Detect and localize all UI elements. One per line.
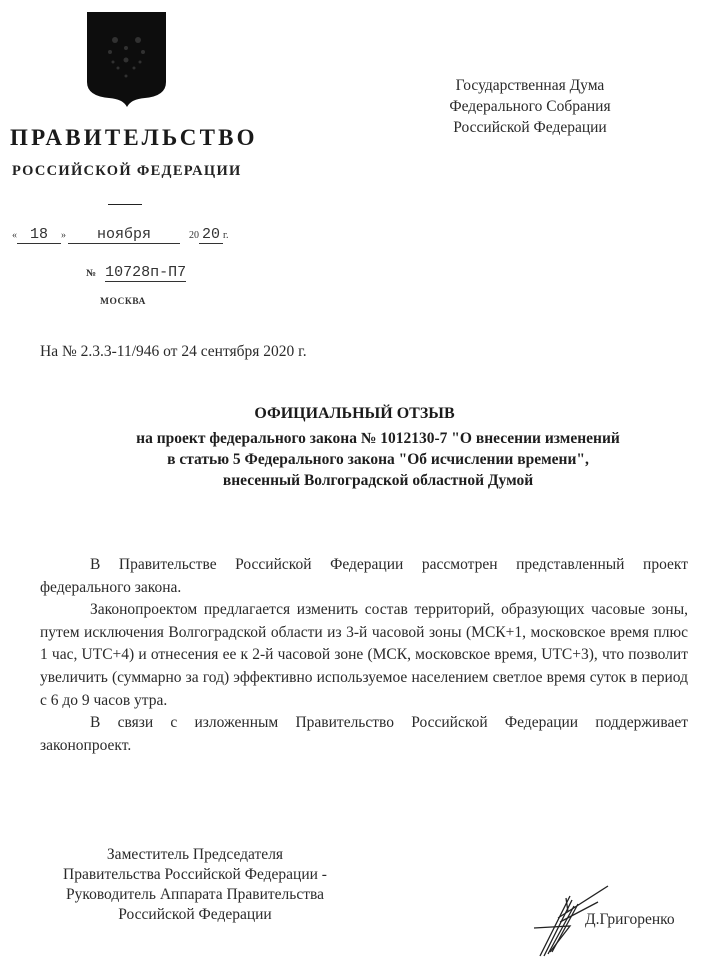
position-line: Руководитель Аппарата Правительства [65, 886, 325, 903]
date-year: 20 [199, 227, 223, 244]
document-date [12, 226, 229, 244]
paragraph: В Правительстве Российской Федерации рассмотрен представленный проект федерального закона. [40, 556, 688, 596]
addressee [400, 75, 660, 138]
subtitle-line: внесенный Волгоградской областной Думой [222, 472, 534, 489]
number-label: № [86, 268, 97, 279]
date-close-quote: » [61, 230, 66, 241]
position-line: Заместитель Председателя [106, 846, 284, 863]
document-number [86, 264, 186, 282]
paragraph: В связи с изложенным Правительство Российской Федерации поддерживает законопроект. [40, 714, 688, 754]
subtitle-line: на проект федерального закона № 1012130-7 "О внесении изменений [136, 430, 620, 447]
number-value: 10728п-П7 [105, 264, 187, 281]
addressee-line: Федерального Собрания [449, 98, 611, 115]
position-line: Правительства Российской Федерации - [63, 866, 327, 883]
date-day: 18 [17, 227, 61, 244]
document-title: ОФИЦИАЛЬНЫЙ ОТЗЫВ [254, 405, 455, 422]
date-month: ноября [68, 227, 180, 244]
paragraph: Законопроектом предлагается изменить состав территорий, образующих часовые зоны, путем исключения Волгоградской области из 3-й часовой зоны (МСК+1, московское время плюс 1 час, UTC+4) и отнесения ее к 2-й часовой зоне (МСК, московское время, UTC+3), что позволит увеличить (суммарно за год) эффективно используемое населением светлое время суток в период с 6 до 9 часов утра. [40, 601, 688, 709]
organization-name: ПРАВИТЕЛЬСТВО [10, 125, 258, 150]
city: МОСКВА [100, 297, 146, 307]
subtitle-line: в статью 5 Федерального закона "Об исчислении времени", [167, 451, 589, 468]
signer-name: Д.Григоренко [585, 911, 675, 928]
organization-subtitle: РОССИЙСКОЙ ФЕДЕРАЦИИ [12, 163, 242, 179]
addressee-line: Государственная Дума [455, 77, 605, 94]
signer-position [60, 845, 330, 925]
coat-of-arms-icon [85, 10, 168, 110]
date-open-quote: « [12, 230, 17, 241]
document-body [40, 554, 688, 757]
date-century: 20 [189, 230, 200, 241]
addressee-line: Российской Федерации [453, 119, 607, 136]
divider [108, 204, 142, 205]
date-year-suffix: г. [223, 230, 229, 241]
reference-line: На № 2.3.3-11/946 от 24 сентября 2020 г. [40, 343, 307, 360]
document-subtitle [60, 428, 696, 491]
position-line: Российской Федерации [118, 906, 272, 923]
